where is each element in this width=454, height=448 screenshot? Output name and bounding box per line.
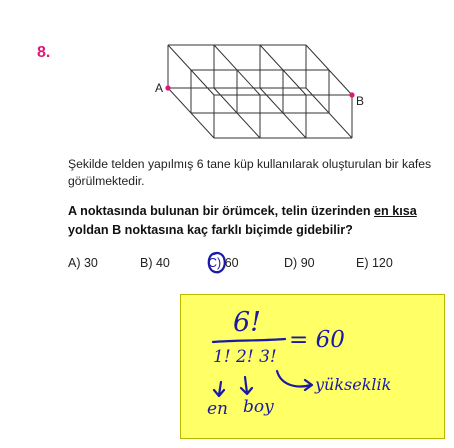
question-prompt-part2: yoldan B noktasına kaç farklı biçimde gidebilir? [68,223,353,237]
choice-d[interactable] [284,256,315,270]
question-prompt [68,202,448,240]
arrow-down-boy [241,377,252,394]
note-result: = 60 [289,327,345,353]
choice-letter: C) [208,256,222,270]
question-prompt-part1: A noktasında bulunan bir örümcek, telin üzerinden [68,204,375,218]
choice-value: 90 [300,256,315,270]
question-stem: Şekilde telden yapılmış 6 tane küp kullanılarak oluşturulan bir kafes görülmektedir. [68,157,432,188]
choice-letter: E) [356,256,369,270]
choice-value: 60 [224,256,239,270]
choice-b[interactable] [140,256,170,270]
note-numerator: 6! [233,307,262,338]
arrow-right-yukseklik [277,371,312,390]
point-b-dot [349,92,354,97]
choice-e[interactable] [356,256,393,270]
note-label-boy: boy [243,397,274,417]
cube-lattice-figure [0,0,454,150]
question-prompt-underlined: en kısa [374,204,417,218]
choice-letter: A) [68,256,81,270]
handwritten-note [180,294,445,439]
choice-letter: D) [284,256,298,270]
note-label-yukseklik: yükseklik [315,375,392,394]
answer-circle-mark [205,250,229,276]
point-a-dot [165,85,170,90]
choice-value: 40 [155,256,170,270]
point-a-label: A [155,81,164,95]
choice-letter: B) [140,256,153,270]
fraction-bar [213,339,285,342]
choice-a[interactable] [68,256,98,270]
arrow-down-en [214,382,224,396]
note-denominator: 1! 2! 3! [213,347,277,367]
choice-value: 30 [83,256,98,270]
question-number: 8. [37,44,51,61]
point-b-label: B [356,94,365,108]
note-label-en: en [207,399,229,419]
choice-value: 120 [371,256,393,270]
